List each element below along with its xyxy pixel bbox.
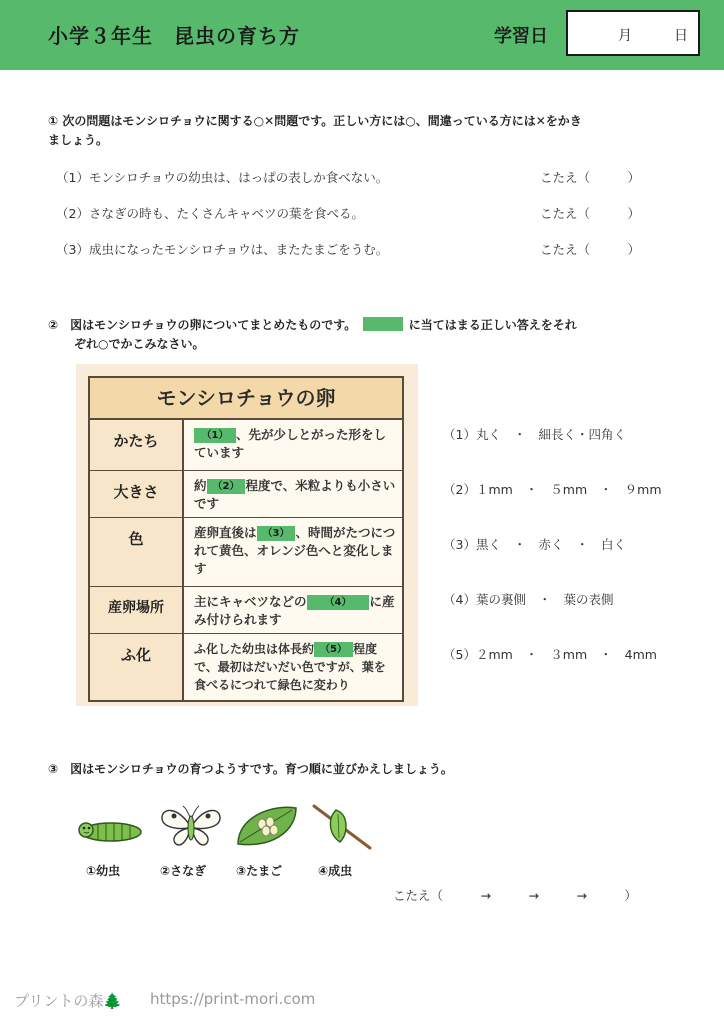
- page-title: 小学３年生 昆虫の育ち方: [48, 24, 300, 48]
- blank-tag-5: （5）: [314, 642, 353, 657]
- choice-2[interactable]: （2）１mm ・ ５mm ・ ９mm: [443, 482, 662, 497]
- table-row: [90, 587, 402, 634]
- blank-tag-1: （1）: [194, 428, 236, 443]
- row-value: [184, 634, 402, 700]
- blank-tag-4: （4）: [307, 595, 370, 610]
- row-text-post: 、時間がたつにつれて黄色、オレンジ色へと変化します: [194, 525, 396, 576]
- row-text-pre: 約: [194, 478, 207, 493]
- q1-item-1: （1）モンシロチョウの幼虫は、はっぱの表しか食べない。: [56, 170, 389, 185]
- row-key: 色: [90, 518, 184, 586]
- table-row: [90, 518, 402, 587]
- q1-item-3: （3）成虫になったモンシロチョウは、またたまごをうむ。: [56, 242, 389, 257]
- day-label: 日: [674, 28, 688, 44]
- table-row: [90, 634, 402, 700]
- table-row: [90, 420, 402, 471]
- row-value: [184, 587, 402, 633]
- caterpillar-icon: [76, 800, 146, 852]
- q2-heading-part-a: ② 図はモンシロチョウの卵についてまとめたものです。: [48, 318, 357, 332]
- choice-3[interactable]: （3）黒く ・ 赤く ・ 白く: [443, 537, 626, 552]
- choice-4[interactable]: （4）葉の裏側 ・ 葉の表側: [443, 592, 614, 607]
- blank-box-sample: [363, 317, 403, 331]
- q2-heading-line1: [48, 316, 577, 335]
- date-label: 学習日: [494, 26, 548, 47]
- q1-answer-3[interactable]: こたえ（ ）: [540, 242, 641, 257]
- row-key: 大きさ: [90, 471, 184, 517]
- row-value: [184, 471, 402, 517]
- q1-item-2: （2）さなぎの時も、たくさんキャベツの葉を食べる。: [56, 206, 364, 221]
- q1-answer-2[interactable]: こたえ（ ）: [540, 206, 641, 221]
- q1-answer-1[interactable]: こたえ（ ）: [540, 170, 641, 185]
- q2-heading-part-b: に当てはまる正しい答えをそれ: [408, 318, 577, 332]
- row-key: 産卵場所: [90, 587, 184, 633]
- q2-heading-line2: ぞれ○でかこみなさい。: [74, 337, 205, 351]
- row-text-post: に産み付けられます: [194, 594, 395, 627]
- q3-answer[interactable]: こたえ（ → → → ）: [393, 888, 637, 903]
- pic-label-4: ④成虫: [318, 864, 353, 878]
- q3-heading: ③ 図はモンシロチョウの育つようすです。育つ順に並びかえしましょう。: [48, 762, 453, 776]
- row-value: [184, 518, 402, 586]
- table-row: [90, 471, 402, 518]
- pic-label-2: ②さなぎ: [160, 864, 207, 878]
- pupa-icon: [310, 800, 380, 852]
- eggs-on-leaf-icon: [234, 800, 304, 852]
- row-text-pre: 産卵直後は: [194, 525, 257, 540]
- pic-label-3: ③たまご: [236, 864, 283, 878]
- row-key: ふ化: [90, 634, 184, 700]
- row-text-post: 程度で、最初はだいだい色ですが、葉を食べるにつれて緑色に変わり: [194, 642, 386, 692]
- pic-label-1: ①幼虫: [86, 864, 121, 878]
- row-key: かたち: [90, 420, 184, 470]
- footer-brand: プリントの森🌲: [14, 992, 123, 1010]
- header-bar: [0, 0, 724, 70]
- choice-5[interactable]: （5）２mm ・ ３mm ・ 4mm: [443, 647, 657, 662]
- egg-table-title: モンシロチョウの卵: [90, 378, 402, 420]
- q1-heading: [48, 112, 582, 150]
- row-text-post: 程度で、米粒よりも小さいです: [194, 478, 396, 511]
- row-text-post: 、先が少しとがった形をしています: [194, 427, 387, 460]
- row-text-pre: 主にキャベツなどの: [194, 594, 307, 609]
- egg-table: [88, 376, 404, 702]
- q2-heading: [48, 316, 577, 354]
- choice-1[interactable]: （1）丸く ・ 細長く・四角く: [443, 427, 626, 442]
- q1-heading-line2: ましょう。: [48, 133, 109, 147]
- row-value: [184, 420, 402, 470]
- blank-tag-3: （3）: [257, 526, 296, 541]
- row-text-pre: ふ化した幼虫は体長約: [194, 642, 315, 656]
- egg-table-panel: [76, 364, 418, 706]
- month-label: 月: [618, 28, 632, 44]
- blank-tag-2: （2）: [207, 479, 246, 494]
- q1-heading-line1: ① 次の問題はモンシロチョウに関する○✕問題です。正しい方には○、間違っている方には✕をかき: [48, 114, 582, 128]
- footer-url[interactable]: https://print-mori.com: [150, 990, 316, 1008]
- butterfly-icon: [156, 800, 226, 852]
- date-box[interactable]: [566, 10, 700, 56]
